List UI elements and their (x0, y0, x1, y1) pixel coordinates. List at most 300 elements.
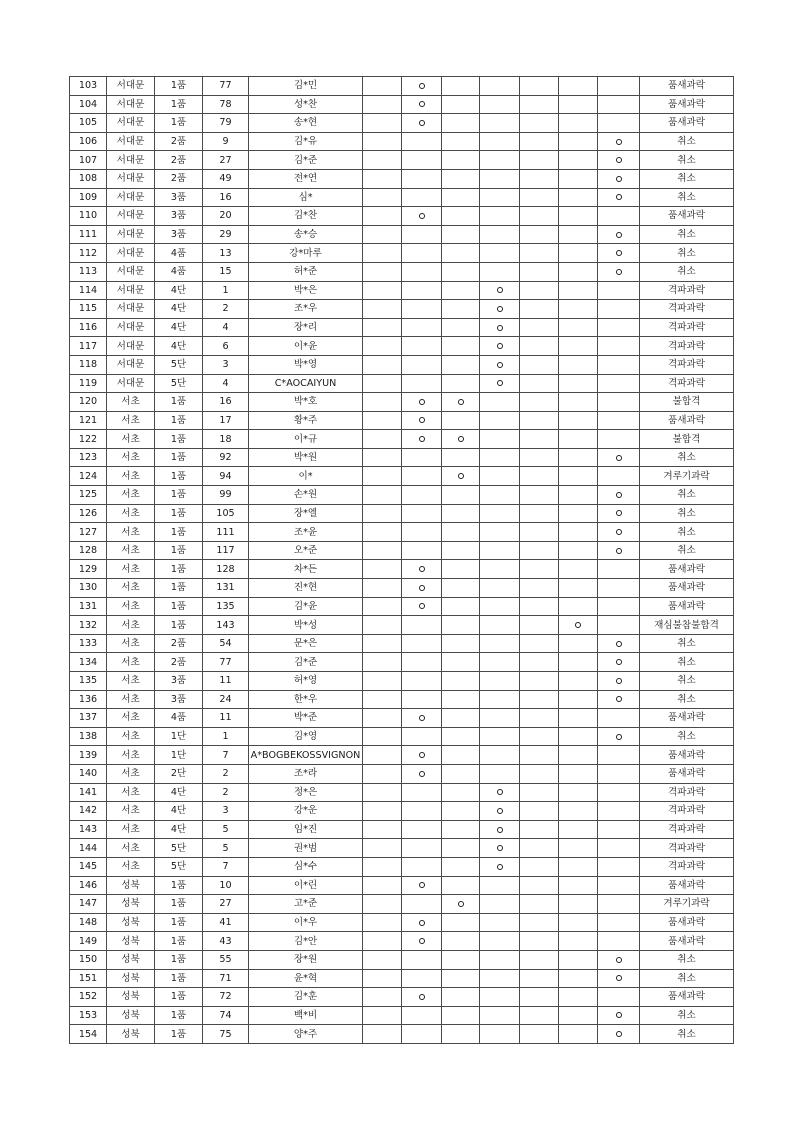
cell-region: 서대문 (107, 207, 155, 226)
cell-c7 (598, 169, 640, 188)
cell-c4 (480, 281, 520, 300)
cell-seat: 117 (203, 541, 249, 560)
cell-c4 (480, 262, 520, 281)
cell-c2 (402, 467, 442, 486)
cell-grade: 2품 (155, 132, 203, 151)
cell-c4 (480, 169, 520, 188)
cell-c2 (402, 300, 442, 319)
cell-c1 (363, 77, 402, 96)
cell-grade: 3품 (155, 225, 203, 244)
cell-c6 (559, 355, 598, 374)
cell-c3 (442, 634, 480, 653)
cell-c6 (559, 281, 598, 300)
cell-c5 (520, 913, 559, 932)
cell-c6 (559, 969, 598, 988)
cell-c7 (598, 746, 640, 765)
cell-c3 (442, 690, 480, 709)
cell-grade: 4단 (155, 337, 203, 356)
mark-circle-icon (616, 1031, 622, 1037)
cell-seat: 27 (203, 151, 249, 170)
cell-c1 (363, 634, 402, 653)
cell-result: 불합격 (640, 430, 734, 449)
table-row (70, 504, 734, 523)
cell-grade: 3품 (155, 188, 203, 207)
cell-region: 서초 (107, 727, 155, 746)
table-row (70, 672, 734, 691)
mark-circle-icon (616, 957, 622, 963)
cell-c1 (363, 802, 402, 821)
mark-circle-icon (616, 734, 622, 740)
cell-grade: 5단 (155, 857, 203, 876)
cell-c2 (402, 1006, 442, 1025)
cell-c1 (363, 262, 402, 281)
mark-circle-icon (497, 362, 503, 368)
cell-region: 서초 (107, 746, 155, 765)
cell-region: 서초 (107, 579, 155, 598)
table-row (70, 355, 734, 374)
cell-c2 (402, 77, 442, 96)
cell-c6 (559, 616, 598, 635)
cell-c3 (442, 560, 480, 579)
cell-region: 서초 (107, 411, 155, 430)
cell-c5 (520, 448, 559, 467)
cell-name: 차*든 (249, 560, 363, 579)
cell-c4 (480, 448, 520, 467)
cell-grade: 2품 (155, 653, 203, 672)
cell-grade: 1품 (155, 1006, 203, 1025)
cell-c7 (598, 857, 640, 876)
cell-c4 (480, 950, 520, 969)
cell-result: 취소 (640, 188, 734, 207)
cell-result: 겨루기과락 (640, 467, 734, 486)
cell-c1 (363, 337, 402, 356)
cell-grade: 1품 (155, 969, 203, 988)
cell-region: 성북 (107, 988, 155, 1007)
cell-c6 (559, 523, 598, 542)
cell-c5 (520, 634, 559, 653)
cell-c5 (520, 393, 559, 412)
cell-grade: 4단 (155, 281, 203, 300)
cell-grade: 1품 (155, 393, 203, 412)
cell-c2 (402, 988, 442, 1007)
cell-region: 서초 (107, 783, 155, 802)
mark-circle-icon (616, 157, 622, 163)
cell-c4 (480, 616, 520, 635)
cell-result: 품새과락 (640, 411, 734, 430)
cell-c4 (480, 486, 520, 505)
cell-no: 109 (70, 188, 107, 207)
cell-c3 (442, 504, 480, 523)
cell-c5 (520, 281, 559, 300)
cell-seat: 16 (203, 188, 249, 207)
cell-c7 (598, 281, 640, 300)
cell-c4 (480, 337, 520, 356)
cell-name: 김*훈 (249, 988, 363, 1007)
cell-c1 (363, 820, 402, 839)
cell-seat: 77 (203, 653, 249, 672)
cell-name: 백*비 (249, 1006, 363, 1025)
cell-c3 (442, 969, 480, 988)
cell-region: 성북 (107, 913, 155, 932)
cell-grade: 1품 (155, 895, 203, 914)
cell-c4 (480, 709, 520, 728)
cell-seat: 43 (203, 932, 249, 951)
cell-no: 129 (70, 560, 107, 579)
cell-result: 격파과락 (640, 337, 734, 356)
cell-no: 117 (70, 337, 107, 356)
cell-no: 136 (70, 690, 107, 709)
cell-c3 (442, 355, 480, 374)
mark-circle-icon (616, 510, 622, 516)
cell-c5 (520, 318, 559, 337)
cell-c2 (402, 560, 442, 579)
cell-c3 (442, 411, 480, 430)
cell-c3 (442, 709, 480, 728)
cell-c3 (442, 114, 480, 133)
cell-c5 (520, 262, 559, 281)
cell-c5 (520, 616, 559, 635)
cell-result: 재심불참불합격 (640, 616, 734, 635)
cell-grade: 2단 (155, 764, 203, 783)
cell-name: 황*주 (249, 411, 363, 430)
cell-c1 (363, 988, 402, 1007)
cell-c7 (598, 913, 640, 932)
cell-c2 (402, 1025, 442, 1044)
cell-no: 138 (70, 727, 107, 746)
cell-c5 (520, 895, 559, 914)
cell-c3 (442, 225, 480, 244)
cell-c1 (363, 467, 402, 486)
cell-c5 (520, 560, 559, 579)
cell-no: 143 (70, 820, 107, 839)
cell-region: 서대문 (107, 114, 155, 133)
cell-name: 고*준 (249, 895, 363, 914)
cell-name: 이*규 (249, 430, 363, 449)
table-row (70, 560, 734, 579)
cell-c7 (598, 820, 640, 839)
mark-circle-icon (497, 380, 503, 386)
cell-no: 151 (70, 969, 107, 988)
cell-c3 (442, 337, 480, 356)
cell-seat: 1 (203, 727, 249, 746)
cell-c7 (598, 300, 640, 319)
cell-seat: 11 (203, 709, 249, 728)
mark-circle-icon (419, 213, 425, 219)
cell-c1 (363, 857, 402, 876)
cell-no: 137 (70, 709, 107, 728)
cell-grade: 5단 (155, 374, 203, 393)
cell-c3 (442, 783, 480, 802)
cell-c1 (363, 114, 402, 133)
cell-region: 성북 (107, 876, 155, 895)
cell-region: 서대문 (107, 337, 155, 356)
cell-region: 성북 (107, 1006, 155, 1025)
cell-grade: 4단 (155, 783, 203, 802)
cell-c3 (442, 151, 480, 170)
cell-c3 (442, 616, 480, 635)
cell-c2 (402, 709, 442, 728)
cell-seat: 54 (203, 634, 249, 653)
cell-c1 (363, 411, 402, 430)
cell-grade: 2품 (155, 151, 203, 170)
cell-c5 (520, 411, 559, 430)
cell-result: 불합격 (640, 393, 734, 412)
cell-c3 (442, 207, 480, 226)
cell-result: 취소 (640, 690, 734, 709)
cell-c3 (442, 597, 480, 616)
table-row (70, 709, 734, 728)
cell-seat: 13 (203, 244, 249, 263)
cell-c6 (559, 764, 598, 783)
cell-c6 (559, 541, 598, 560)
cell-name: 박*은 (249, 281, 363, 300)
cell-c6 (559, 225, 598, 244)
cell-c4 (480, 820, 520, 839)
cell-grade: 1품 (155, 616, 203, 635)
cell-grade: 4단 (155, 802, 203, 821)
cell-region: 서초 (107, 448, 155, 467)
table-row (70, 411, 734, 430)
cell-c5 (520, 1025, 559, 1044)
cell-grade: 1품 (155, 504, 203, 523)
cell-c3 (442, 857, 480, 876)
cell-grade: 3품 (155, 672, 203, 691)
cell-c3 (442, 448, 480, 467)
cell-c7 (598, 430, 640, 449)
cell-c4 (480, 207, 520, 226)
cell-no: 135 (70, 672, 107, 691)
cell-region: 서초 (107, 523, 155, 542)
table-row (70, 318, 734, 337)
cell-region: 서초 (107, 393, 155, 412)
cell-c4 (480, 783, 520, 802)
cell-c7 (598, 523, 640, 542)
table-row (70, 653, 734, 672)
cell-region: 서대문 (107, 169, 155, 188)
cell-name: 김*안 (249, 932, 363, 951)
cell-result: 취소 (640, 1006, 734, 1025)
cell-c5 (520, 802, 559, 821)
cell-grade: 1품 (155, 1025, 203, 1044)
cell-c7 (598, 727, 640, 746)
cell-seat: 5 (203, 839, 249, 858)
cell-c6 (559, 783, 598, 802)
cell-result: 품새과락 (640, 913, 734, 932)
cell-name: 김*준 (249, 653, 363, 672)
cell-c5 (520, 820, 559, 839)
cell-region: 서초 (107, 541, 155, 560)
cell-c2 (402, 225, 442, 244)
cell-region: 서초 (107, 802, 155, 821)
cell-c1 (363, 932, 402, 951)
cell-name: 성*찬 (249, 95, 363, 114)
cell-name: A*BOGBEKOSSVIGNON (249, 746, 363, 765)
cell-grade: 1품 (155, 876, 203, 895)
cell-c1 (363, 169, 402, 188)
cell-name: 박*성 (249, 616, 363, 635)
cell-c3 (442, 188, 480, 207)
table-row (70, 114, 734, 133)
cell-seat: 1 (203, 281, 249, 300)
mark-circle-icon (497, 808, 503, 814)
cell-grade: 1품 (155, 467, 203, 486)
cell-c7 (598, 560, 640, 579)
cell-seat: 143 (203, 616, 249, 635)
table-row (70, 839, 734, 858)
mark-circle-icon (616, 269, 622, 275)
cell-c1 (363, 244, 402, 263)
cell-seat: 99 (203, 486, 249, 505)
cell-c7 (598, 634, 640, 653)
cell-name: 양*주 (249, 1025, 363, 1044)
cell-c4 (480, 988, 520, 1007)
cell-c6 (559, 802, 598, 821)
cell-seat: 18 (203, 430, 249, 449)
cell-result: 취소 (640, 969, 734, 988)
cell-c6 (559, 504, 598, 523)
cell-c3 (442, 300, 480, 319)
cell-c2 (402, 579, 442, 598)
mark-circle-icon (497, 287, 503, 293)
cell-name: 심* (249, 188, 363, 207)
cell-result: 품새과락 (640, 746, 734, 765)
cell-c2 (402, 764, 442, 783)
cell-c7 (598, 355, 640, 374)
cell-grade: 1품 (155, 430, 203, 449)
cell-c5 (520, 1006, 559, 1025)
cell-c6 (559, 746, 598, 765)
cell-seat: 128 (203, 560, 249, 579)
cell-c4 (480, 876, 520, 895)
cell-c1 (363, 672, 402, 691)
cell-grade: 4품 (155, 244, 203, 263)
mark-circle-icon (419, 715, 425, 721)
cell-name: 진*현 (249, 579, 363, 598)
cell-c7 (598, 262, 640, 281)
cell-c5 (520, 225, 559, 244)
cell-region: 성북 (107, 950, 155, 969)
cell-c3 (442, 950, 480, 969)
cell-no: 114 (70, 281, 107, 300)
table-row (70, 895, 734, 914)
cell-c7 (598, 969, 640, 988)
cell-no: 146 (70, 876, 107, 895)
cell-c5 (520, 300, 559, 319)
cell-c5 (520, 188, 559, 207)
cell-no: 149 (70, 932, 107, 951)
cell-no: 111 (70, 225, 107, 244)
cell-no: 123 (70, 448, 107, 467)
cell-c1 (363, 690, 402, 709)
cell-c3 (442, 541, 480, 560)
cell-grade: 2품 (155, 634, 203, 653)
cell-c5 (520, 653, 559, 672)
cell-no: 110 (70, 207, 107, 226)
cell-region: 성북 (107, 932, 155, 951)
cell-c2 (402, 876, 442, 895)
cell-c1 (363, 876, 402, 895)
cell-c6 (559, 1025, 598, 1044)
cell-seat: 131 (203, 579, 249, 598)
cell-no: 119 (70, 374, 107, 393)
table-row (70, 913, 734, 932)
cell-grade: 1품 (155, 411, 203, 430)
cell-seat: 75 (203, 1025, 249, 1044)
cell-c7 (598, 597, 640, 616)
cell-c2 (402, 393, 442, 412)
cell-result: 격파과락 (640, 374, 734, 393)
table-row (70, 802, 734, 821)
cell-c6 (559, 188, 598, 207)
cell-no: 122 (70, 430, 107, 449)
cell-c2 (402, 541, 442, 560)
table-row (70, 225, 734, 244)
cell-c2 (402, 932, 442, 951)
cell-c1 (363, 393, 402, 412)
cell-c6 (559, 579, 598, 598)
table-body (70, 77, 734, 1044)
cell-grade: 1단 (155, 727, 203, 746)
cell-c3 (442, 244, 480, 263)
cell-c7 (598, 318, 640, 337)
table-row (70, 616, 734, 635)
cell-c1 (363, 727, 402, 746)
mark-circle-icon (497, 864, 503, 870)
mark-circle-icon (616, 455, 622, 461)
cell-c6 (559, 653, 598, 672)
cell-name: 허*준 (249, 262, 363, 281)
cell-c2 (402, 616, 442, 635)
cell-name: 오*준 (249, 541, 363, 560)
mark-circle-icon (419, 994, 425, 1000)
cell-c6 (559, 820, 598, 839)
table-row (70, 634, 734, 653)
cell-result: 품새과락 (640, 77, 734, 96)
mark-circle-icon (575, 622, 581, 628)
cell-c6 (559, 560, 598, 579)
cell-grade: 1품 (155, 597, 203, 616)
table-row (70, 597, 734, 616)
cell-region: 서대문 (107, 281, 155, 300)
cell-result: 취소 (640, 541, 734, 560)
cell-c3 (442, 727, 480, 746)
mark-circle-icon (497, 827, 503, 833)
cell-result: 격파과락 (640, 820, 734, 839)
cell-c2 (402, 783, 442, 802)
cell-c6 (559, 988, 598, 1007)
cell-grade: 4단 (155, 318, 203, 337)
cell-c1 (363, 504, 402, 523)
cell-no: 113 (70, 262, 107, 281)
cell-c5 (520, 169, 559, 188)
cell-seat: 41 (203, 913, 249, 932)
cell-c1 (363, 355, 402, 374)
cell-c1 (363, 895, 402, 914)
cell-c7 (598, 988, 640, 1007)
cell-c2 (402, 169, 442, 188)
mark-circle-icon (419, 752, 425, 758)
cell-region: 서대문 (107, 374, 155, 393)
cell-c6 (559, 913, 598, 932)
cell-c3 (442, 95, 480, 114)
mark-circle-icon (419, 436, 425, 442)
cell-result: 격파과락 (640, 318, 734, 337)
cell-region: 서초 (107, 672, 155, 691)
cell-c3 (442, 486, 480, 505)
cell-result: 취소 (640, 653, 734, 672)
mark-circle-icon (419, 83, 425, 89)
cell-c2 (402, 950, 442, 969)
